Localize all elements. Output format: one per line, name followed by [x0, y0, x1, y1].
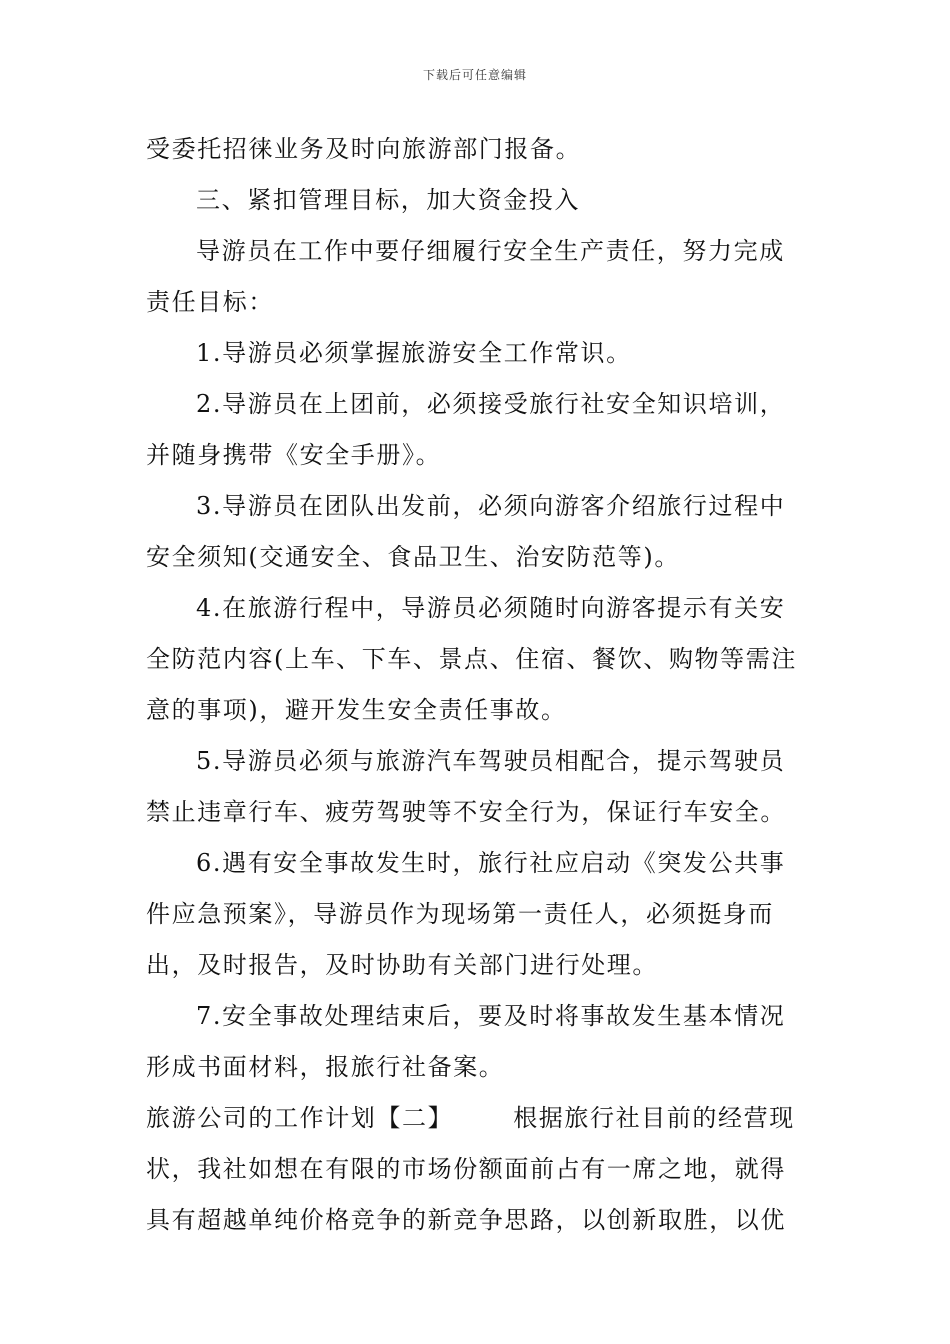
paragraph-line: 状，我社如想在有限的市场份额面前占有一席之地，就得: [146, 1155, 786, 1183]
list-item: 3.导游员在团队出发前，必须向游客介绍旅行过程中: [196, 492, 786, 520]
list-item: 5.导游员必须与旅游汽车驾驶员相配合，提示驾驶员: [196, 747, 786, 775]
page-header: 下载后可任意编辑: [422, 68, 527, 82]
list-item-continuation: 安全须知(交通安全、食品卫生、治安防范等)。: [146, 543, 680, 571]
section-2-paragraph-start: 根据旅行社目前的经营现: [513, 1104, 795, 1132]
list-item: 4.在旅游行程中，导游员必须随时向游客提示有关安: [196, 594, 786, 622]
list-item: 7.安全事故处理结束后，要及时将事故发生基本情况: [196, 1002, 786, 1030]
paragraph-line: 责任目标：: [146, 288, 274, 316]
list-item-continuation: 形成书面材料，报旅行社备案。: [146, 1053, 505, 1081]
document-body: [146, 124, 812, 1246]
list-item-continuation: 禁止违章行车、疲劳驾驶等不安全行为，保证行车安全。: [146, 798, 786, 826]
section-heading: 三、紧扣管理目标，加大资金投入: [196, 186, 580, 214]
section-2-first-line: [146, 1093, 812, 1144]
paragraph-line: 具有超越单纯价格竞争的新竞争思路，以创新取胜，以优: [146, 1206, 786, 1234]
list-item-continuation: 全防范内容(上车、下车、景点、住宿、餐饮、购物等需注: [146, 645, 797, 673]
list-item: 2.导游员在上团前，必须接受旅行社安全知识培训，: [196, 390, 786, 418]
list-item-continuation: 意的事项)，避开发生安全责任事故。: [146, 696, 567, 724]
list-item-continuation: 件应急预案》，导游员作为现场第一责任人，必须挺身而: [146, 900, 774, 928]
section-2-heading: 旅游公司的工作计划【二】: [146, 1104, 454, 1132]
list-item: 6.遇有安全事故发生时，旅行社应启动《突发公共事: [196, 849, 786, 877]
paragraph-line: 受委托招徕业务及时向旅游部门报备。: [146, 135, 582, 163]
paragraph-line: 导游员在工作中要仔细履行安全生产责任，努力完成: [196, 237, 785, 265]
list-item-continuation: 出，及时报告，及时协助有关部门进行处理。: [146, 951, 658, 979]
list-item-continuation: 并随身携带《安全手册》。: [146, 441, 442, 469]
list-item: 1.导游员必须掌握旅游安全工作常识。: [196, 339, 632, 367]
